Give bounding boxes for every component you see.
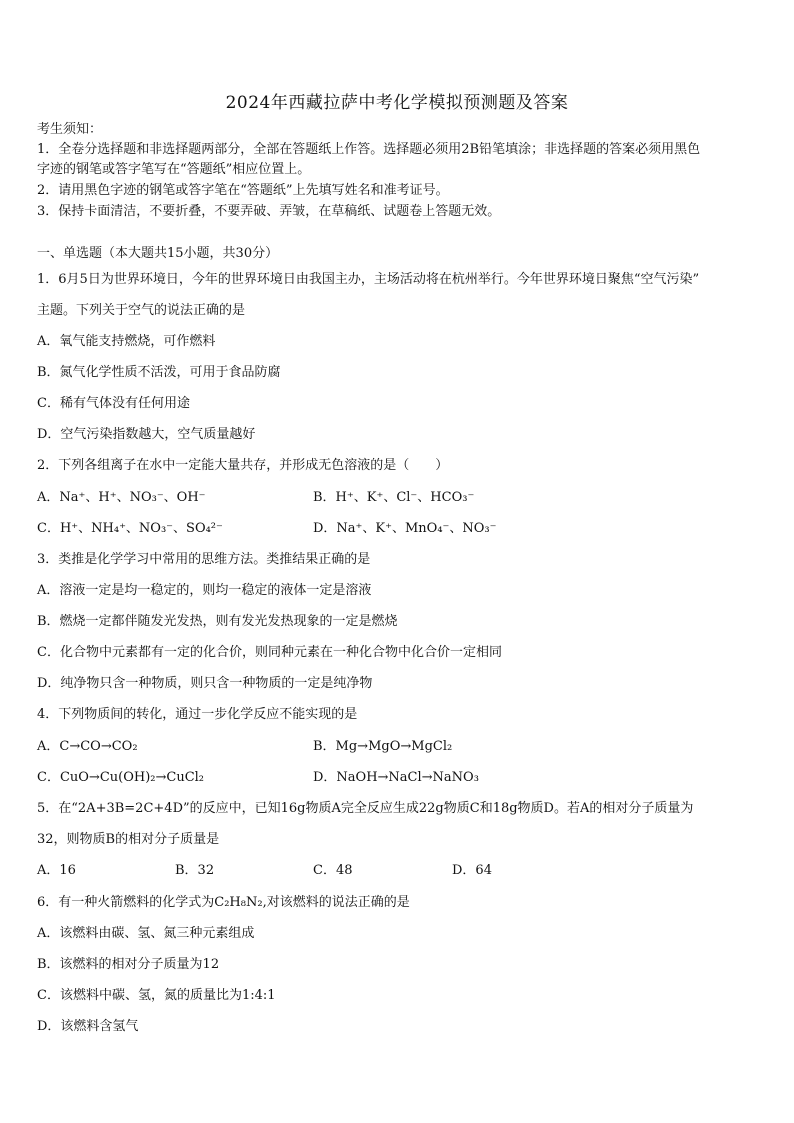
option-d: D．64 (452, 863, 492, 878)
question-stem: 4．下列物质间的转化，通过一步化学反应不能实现的是 (37, 707, 358, 722)
question-stem: 3．类推是化学学习中常用的思维方法。类推结果正确的是 (37, 552, 371, 567)
option-c: C．48 (313, 863, 353, 878)
question-stem: 5．在“2A+3B=2C+4D”的反应中，已知16g物质A完全反应生成22g物质C和18g物质D。若A的相对分子质量为 (37, 801, 694, 816)
option-a: A．该燃料由碳、氢、氮三种元素组成 (37, 926, 255, 941)
section-heading: 一、单选题（本大题共15小题，共30分） (37, 246, 279, 261)
option-b: B．该燃料的相对分子质量为12 (37, 957, 220, 972)
question-stem: 6．有一种火箭燃料的化学式为C₂H₈N₂,对该燃料的说法正确的是 (37, 895, 410, 910)
question-stem: 32，则物质B的相对分子质量是 (37, 832, 220, 847)
option-c: C．该燃料中碳、氢，氮的质量比为1:4:1 (37, 988, 276, 1003)
option-d: D．Na⁺、K⁺、MnO₄⁻、NO₃⁻ (313, 521, 497, 536)
option-b: B．32 (175, 863, 215, 878)
notice-item: 3．保持卡面清洁，不要折叠，不要弄破、弄皱，在草稿纸、试题卷上答题无效。 (37, 204, 501, 219)
option-d: D．该燃料含氢气 (37, 1019, 139, 1034)
option-b: B．氮气化学性质不活泼，可用于食品防腐 (37, 365, 281, 380)
question-stem: 主题。下列关于空气的说法正确的是 (37, 303, 246, 318)
page-title: 2024年西藏拉萨中考化学模拟预测题及答案 (225, 93, 569, 113)
notice-item: 字迹的钢笔或答字笔写在“答题纸”相应位置上。 (37, 162, 311, 177)
option-c: C．H⁺、NH₄⁺、NO₃⁻、SO₄²⁻ (37, 521, 223, 536)
notice-heading: 考生须知： (37, 122, 103, 137)
option-a: A．溶液一定是均一稳定的，则均一稳定的液体一定是溶液 (37, 583, 372, 598)
option-d: D．NaOH→NaCl→NaNO₃ (313, 770, 479, 785)
option-a: A．氧气能支持燃烧，可作燃料 (37, 334, 216, 349)
option-a: A．16 (37, 863, 76, 878)
question-stem: 1．6月5日为世界环境日，今年的世界环境日由我国主办，主场活动将在杭州举行。今年世界环境日聚焦“空气污染” (37, 272, 700, 287)
option-d: D．空气污染指数越大，空气质量越好 (37, 427, 256, 442)
option-a: A．Na⁺、H⁺、NO₃⁻、OH⁻ (37, 490, 206, 505)
option-c: C．CuO→Cu(OH)₂→CuCl₂ (37, 770, 205, 785)
question-stem: 2．下列各组离子在水中一定能大量共存，并形成无色溶液的是（ ） (37, 458, 449, 473)
option-b: B．Mg→MgO→MgCl₂ (313, 739, 453, 754)
option-b: B．燃烧一定都伴随发光发热，则有发光发热现象的一定是燃烧 (37, 614, 398, 629)
option-b: B．H⁺、K⁺、Cl⁻、HCO₃⁻ (313, 490, 475, 505)
notice-item: 2．请用黑色字迹的钢笔或答字笔在“答题纸”上先填写姓名和准考证号。 (37, 183, 449, 198)
option-c: C．稀有气体没有任何用途 (37, 396, 190, 411)
option-a: A．C→CO→CO₂ (37, 739, 138, 754)
option-c: C．化合物中元素都有一定的化合价，则同种元素在一种化合物中化合价一定相同 (37, 645, 502, 660)
option-d: D．纯净物只含一种物质，则只含一种物质的一定是纯净物 (37, 676, 373, 691)
notice-item: 1．全卷分选择题和非选择题两部分，全部在答题纸上作答。选择题必须用2B铅笔填涂；非选择题的答案必须用黑色 (37, 142, 701, 157)
